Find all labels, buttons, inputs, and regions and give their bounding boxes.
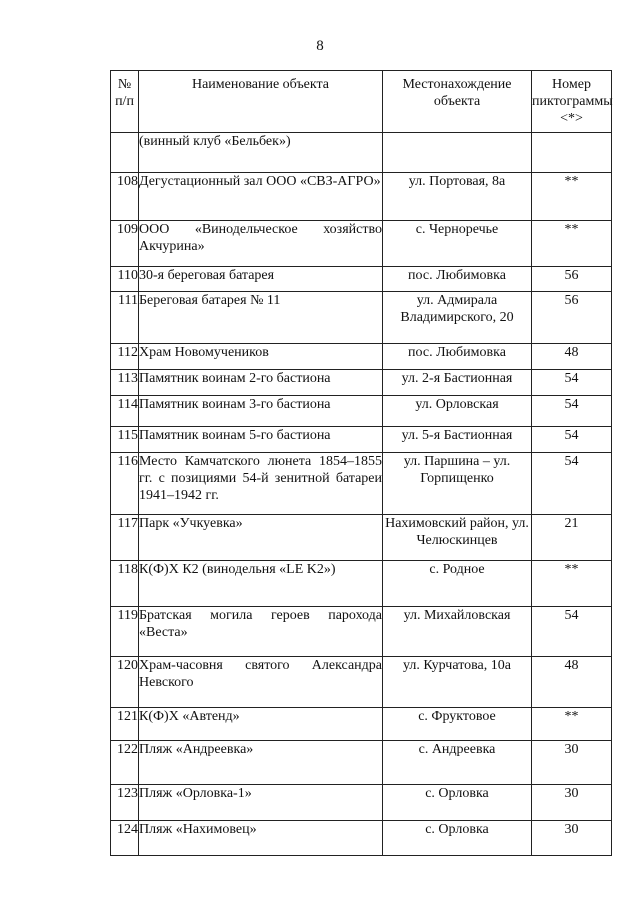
- row-location: ул. Паршина – ул. Горпищенко: [383, 453, 532, 515]
- row-pictogram: 54: [532, 453, 612, 515]
- header-object-name: Наименование объекта: [139, 71, 383, 133]
- row-number: 120: [111, 657, 139, 708]
- row-number: 123: [111, 785, 139, 821]
- row-object-name: Памятник воинам 3-го бастиона: [139, 396, 383, 427]
- page-number: 8: [316, 38, 324, 54]
- table-row: [111, 221, 612, 267]
- row-location: с. Черноречье: [383, 221, 532, 267]
- row-object-name: Береговая батарея № 11: [139, 292, 383, 344]
- row-number: 119: [111, 607, 139, 657]
- row-pictogram: 54: [532, 607, 612, 657]
- row-object-name: К(Ф)Х «Автенд»: [139, 708, 383, 741]
- table-header-row: [111, 71, 612, 133]
- table-row: [111, 657, 612, 708]
- row-number: [111, 133, 139, 173]
- table-row: [111, 708, 612, 741]
- table-row: [111, 453, 612, 515]
- row-object-name: Парк «Учкуевка»: [139, 515, 383, 561]
- row-pictogram: **: [532, 708, 612, 741]
- row-object-name: Место Камчатского люнета 1854–1855 гг. с позициями 54-й зенитной батареи 1941–1942 гг.: [139, 453, 383, 515]
- table-row: [111, 173, 612, 221]
- row-pictogram: 30: [532, 785, 612, 821]
- row-number: 117: [111, 515, 139, 561]
- row-pictogram: 54: [532, 370, 612, 396]
- table-row: [111, 133, 612, 173]
- table-row: [111, 561, 612, 607]
- row-object-name: К(Ф)Х К2 (винодельня «LE K2»): [139, 561, 383, 607]
- objects-table: [110, 70, 612, 856]
- table-row: [111, 515, 612, 561]
- row-object-name: Памятник воинам 5-го бастиона: [139, 427, 383, 453]
- row-pictogram: [532, 133, 612, 173]
- row-object-name: Храм-часовня святого Александра Невского: [139, 657, 383, 708]
- row-number: 109: [111, 221, 139, 267]
- table-row: [111, 396, 612, 427]
- table-row: [111, 821, 612, 856]
- row-object-name: Пляж «Андреевка»: [139, 741, 383, 785]
- row-location: пос. Любимовка: [383, 267, 532, 292]
- table-row: [111, 785, 612, 821]
- header-pictogram: Номер пиктограммы <*>: [532, 71, 612, 133]
- table-row: [111, 741, 612, 785]
- row-object-name: Дегустационный зал ООО «СВЗ-АГРО»: [139, 173, 383, 221]
- row-location: ул. 2-я Бастионная: [383, 370, 532, 396]
- row-number: 116: [111, 453, 139, 515]
- row-object-name: Братская могила героев парохода «Веста»: [139, 607, 383, 657]
- row-location: с. Андреевка: [383, 741, 532, 785]
- row-pictogram: 56: [532, 267, 612, 292]
- row-pictogram: 30: [532, 741, 612, 785]
- row-location: ул. Адмирала Владимирского, 20: [383, 292, 532, 344]
- table-row: [111, 427, 612, 453]
- row-object-name: Храм Новомучеников: [139, 344, 383, 370]
- row-location: Нахимовский район, ул. Челюскинцев: [383, 515, 532, 561]
- table-row: [111, 607, 612, 657]
- row-pictogram: **: [532, 173, 612, 221]
- row-pictogram: 56: [532, 292, 612, 344]
- row-object-name: 30-я береговая батарея: [139, 267, 383, 292]
- table-row: [111, 292, 612, 344]
- row-pictogram: **: [532, 561, 612, 607]
- header-number: № п/п: [111, 71, 139, 133]
- row-number: 121: [111, 708, 139, 741]
- row-location: ул. 5-я Бастионная: [383, 427, 532, 453]
- table-row: [111, 267, 612, 292]
- row-number: 108: [111, 173, 139, 221]
- row-location: ул. Портовая, 8а: [383, 173, 532, 221]
- row-pictogram: 48: [532, 657, 612, 708]
- row-number: 112: [111, 344, 139, 370]
- row-object-name: ООО «Винодельческое хозяйство Акчурина»: [139, 221, 383, 267]
- row-location: с. Орловка: [383, 785, 532, 821]
- row-object-name: Пляж «Нахимовец»: [139, 821, 383, 856]
- row-object-name: Памятник воинам 2-го бастиона: [139, 370, 383, 396]
- row-number: 124: [111, 821, 139, 856]
- row-pictogram: 48: [532, 344, 612, 370]
- row-number: 111: [111, 292, 139, 344]
- table-row: [111, 370, 612, 396]
- row-location: с. Фруктовое: [383, 708, 532, 741]
- header-location: Местонахождение объекта: [383, 71, 532, 133]
- row-pictogram: 54: [532, 396, 612, 427]
- row-number: 115: [111, 427, 139, 453]
- row-location: ул. Орловская: [383, 396, 532, 427]
- row-object-name: Пляж «Орловка-1»: [139, 785, 383, 821]
- row-pictogram: 54: [532, 427, 612, 453]
- row-number: 113: [111, 370, 139, 396]
- row-number: 114: [111, 396, 139, 427]
- row-number: 110: [111, 267, 139, 292]
- row-location: ул. Михайловская: [383, 607, 532, 657]
- row-pictogram: 21: [532, 515, 612, 561]
- row-number: 122: [111, 741, 139, 785]
- table-row: [111, 344, 612, 370]
- row-location: с. Родное: [383, 561, 532, 607]
- row-location: с. Орловка: [383, 821, 532, 856]
- row-pictogram: 30: [532, 821, 612, 856]
- row-location: ул. Курчатова, 10а: [383, 657, 532, 708]
- row-location: [383, 133, 532, 173]
- row-location: пос. Любимовка: [383, 344, 532, 370]
- row-pictogram: **: [532, 221, 612, 267]
- row-object-name: (винный клуб «Бельбек»): [139, 133, 383, 173]
- row-number: 118: [111, 561, 139, 607]
